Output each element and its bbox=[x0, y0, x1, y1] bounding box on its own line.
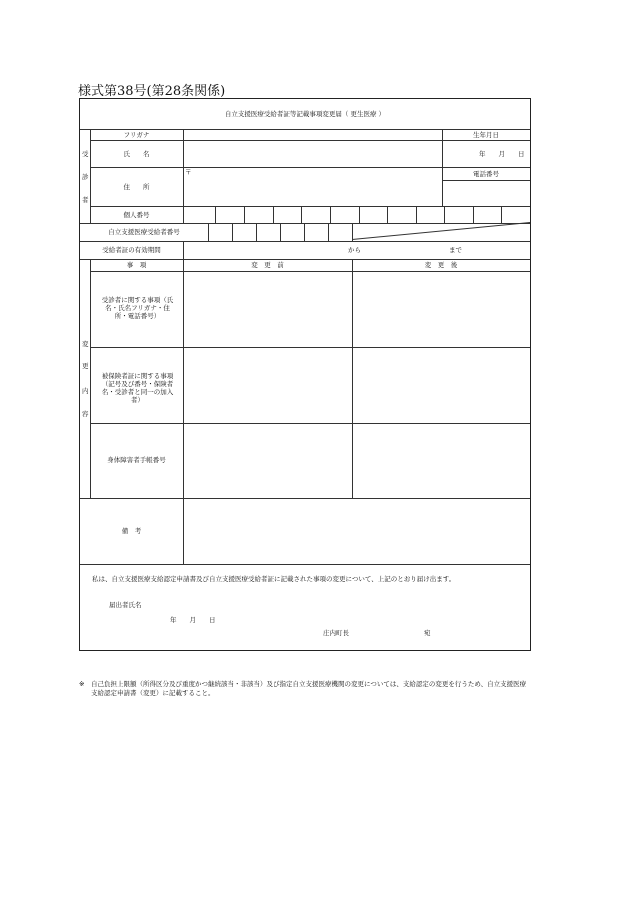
form-number-title: 様式第38号(第28条関係) bbox=[78, 84, 226, 99]
digit-box-divider bbox=[244, 206, 245, 223]
personal-number-label: 個人番号 bbox=[123, 211, 150, 219]
digit-box-divider bbox=[501, 206, 502, 223]
side-label-you: 容 bbox=[82, 410, 89, 418]
digit-box-divider bbox=[330, 206, 331, 223]
validity-to: まで bbox=[449, 246, 462, 254]
rule bbox=[90, 423, 530, 424]
rule bbox=[90, 140, 530, 141]
submission-date: 年 月 日 bbox=[170, 616, 216, 624]
applicant-name-label: 届出者氏名 bbox=[109, 601, 142, 609]
digit-box-divider bbox=[273, 206, 274, 223]
digit-box-divider bbox=[304, 223, 305, 241]
dob-label: 生年月日 bbox=[473, 131, 499, 139]
furigana-label: フリガナ bbox=[123, 131, 150, 139]
address-label: 住 所 bbox=[123, 183, 150, 191]
footnote-text: 自己負担上限額（所得区分及び重度かつ継続該当・非該当）及び指定自立支援医療機関の変更については、支給認定の変更を行うため、自立支援医療支給認定申請書（変更）に記載すること。 bbox=[91, 680, 527, 697]
change-row-disability-book: 身体障害者手帳番号 bbox=[107, 456, 166, 464]
col-after-header: 変 更 後 bbox=[424, 261, 458, 269]
digit-box-divider bbox=[359, 206, 360, 223]
validity-from: から bbox=[348, 246, 361, 254]
strike-diagonal bbox=[352, 222, 530, 240]
digit-box-divider bbox=[256, 223, 257, 241]
digit-box-divider bbox=[416, 206, 417, 223]
phone-label: 電話番号 bbox=[473, 170, 499, 178]
rule bbox=[80, 129, 530, 130]
declaration-text: 私は、自立支援医療支給認定申請書及び自立支援医療受給者証に記載された事項の変更について、上記のとおり届け出ます。 bbox=[92, 575, 456, 583]
digit-box-divider bbox=[280, 223, 281, 241]
form-heading: 自立支援医療受給者証等記載事項変更届（ 更生医療 ） bbox=[224, 110, 386, 118]
rule bbox=[90, 129, 91, 223]
digit-box-divider bbox=[328, 223, 329, 241]
digit-box-divider bbox=[444, 206, 445, 223]
change-row-patient-info: 受診者に関する事項（氏名・氏名フリガナ・住所・電話番号） bbox=[101, 296, 174, 320]
side-label-ju: 受 bbox=[82, 150, 89, 158]
rule bbox=[80, 498, 530, 499]
rule bbox=[352, 259, 353, 498]
change-row-insurance: 被保険者証に関する事項（記号及び番号・保険者名・受診者と同一の加入者） bbox=[101, 372, 174, 404]
rule bbox=[442, 129, 443, 206]
name-label: 氏 名 bbox=[123, 150, 150, 158]
rule bbox=[183, 259, 184, 564]
postal-mark: 〒 bbox=[185, 168, 192, 176]
rule bbox=[90, 271, 530, 272]
rule bbox=[90, 347, 530, 348]
dob-date-units: 年 月 日 bbox=[479, 150, 525, 158]
honorific: 宛 bbox=[424, 629, 431, 637]
rule bbox=[90, 206, 530, 207]
validity-label: 受給者証の有効期間 bbox=[102, 246, 161, 254]
rule bbox=[183, 129, 184, 223]
side-label-hen: 変 bbox=[82, 340, 89, 348]
rule bbox=[80, 241, 530, 242]
rule bbox=[183, 241, 184, 259]
remarks-label: 備 考 bbox=[121, 527, 142, 535]
change-notification-form bbox=[79, 98, 531, 651]
col-before-header: 変 更 前 bbox=[251, 261, 284, 269]
side-label-nai: 内 bbox=[82, 387, 89, 395]
digit-box-divider bbox=[473, 206, 474, 223]
digit-box-divider bbox=[301, 206, 302, 223]
side-label-sha: 者 bbox=[82, 196, 89, 204]
rule bbox=[208, 223, 209, 241]
digit-box-divider bbox=[387, 206, 388, 223]
footnote bbox=[79, 680, 531, 698]
recipient-number-label: 自立支援医療受給者番号 bbox=[108, 228, 180, 236]
col-item-header: 事 項 bbox=[126, 261, 147, 269]
digit-box-divider bbox=[232, 223, 233, 241]
addressee: 庄内町長 bbox=[323, 629, 349, 637]
digit-box-divider bbox=[215, 206, 216, 223]
rule bbox=[90, 167, 530, 168]
rule bbox=[442, 180, 530, 181]
side-label-kou: 更 bbox=[82, 362, 89, 370]
footnote-mark: ※ bbox=[79, 680, 85, 688]
rule bbox=[80, 564, 530, 565]
side-label-shin: 診 bbox=[82, 173, 89, 181]
rule bbox=[80, 259, 530, 260]
